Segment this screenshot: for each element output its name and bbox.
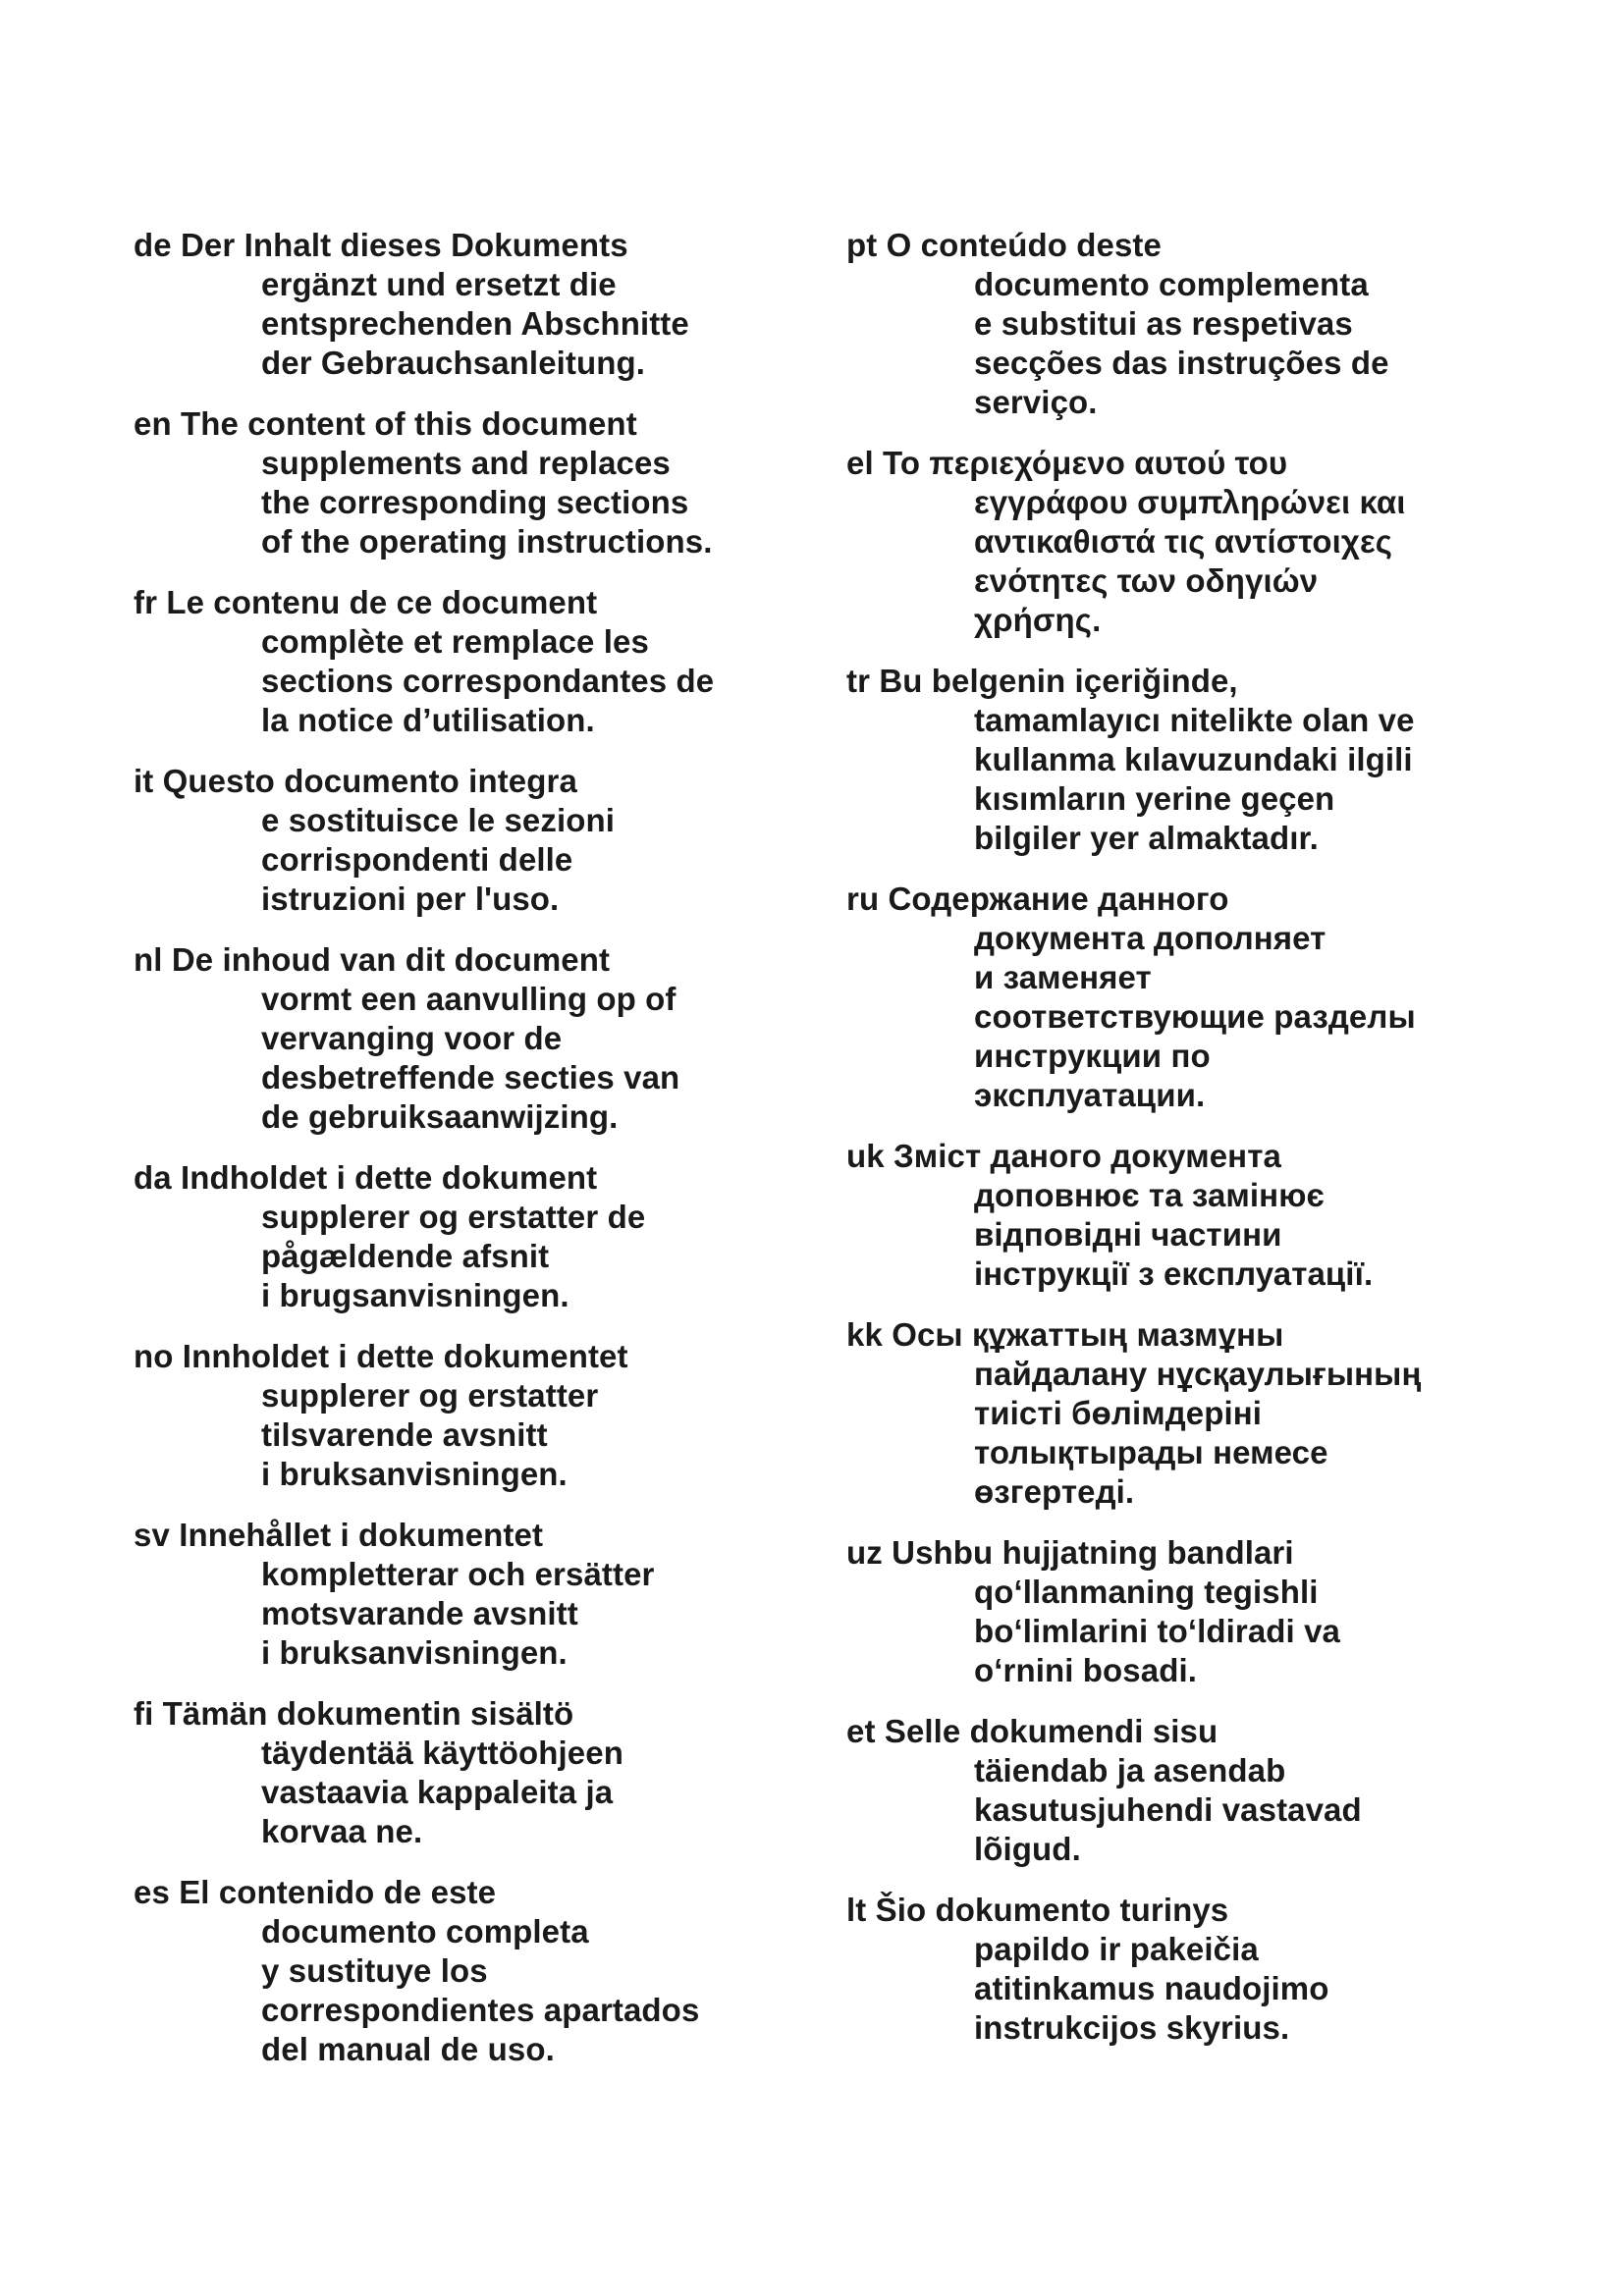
notice-continuation: доповнює та замінює відповідні частини інструкції з експлуатації. [974, 1177, 1374, 1292]
notice-continuation: täiendab ja asendab kasutusjuhendi vastavad lõigud. [974, 1752, 1362, 1867]
language-code: fr [134, 584, 158, 620]
language-code: it [134, 763, 154, 799]
notice-first-line: Innehållet i dokumentet [179, 1517, 544, 1553]
notice-first-line: Зміст даного документа [893, 1138, 1281, 1174]
notice-first-line: Содержание данного [888, 881, 1229, 917]
language-block-en [134, 404, 821, 561]
notice-continuation: kompletterar och ersätter motsvarande avsnitt i bruksanvisningen. [261, 1556, 655, 1671]
notice-first-line: The content of this document [181, 405, 637, 442]
notice-first-line: Der Inhalt dieses Dokuments [181, 227, 628, 263]
notice-continuation: complète et remplace les sections correspondantes de la notice d’utilisation. [261, 623, 715, 738]
notice-continuation: документа дополняет и заменяет соответствующие разделы инструкции по эксплуатации. [974, 920, 1416, 1113]
notice-first-line: Questo documento integra [162, 763, 577, 799]
language-code: uz [846, 1534, 883, 1571]
notice-continuation: εγγράφου συμπληρώνει και αντικαθιστά τις αντίστοιχες ενότητες των οδηγιών χρήσης. [974, 484, 1406, 638]
notice-first-line: Tämän dokumentin sisältö [162, 1695, 574, 1732]
notice-continuation: qo‘llanmaning tegishli bo‘limlarini to‘ldiradi va o‘rnini bosadi. [974, 1574, 1340, 1688]
language-block-kk [846, 1315, 1534, 1512]
language-block-lt [846, 1891, 1534, 2048]
notice-continuation: supplements and replaces the corresponding sections of the operating instructions. [261, 445, 713, 560]
notice-continuation: documento complementa e substitui as respetivas secções das instruções de serviço. [974, 266, 1389, 420]
language-code: pt [846, 227, 878, 263]
language-block-nl [134, 940, 821, 1137]
language-block-sv [134, 1516, 821, 1673]
language-block-ru [846, 880, 1534, 1115]
notice-first-line: Ushbu hujjatning bandlari [892, 1534, 1294, 1571]
language-block-el [846, 444, 1534, 640]
notice-continuation: täydentää käyttöohjeen vastaavia kappaleita ja korvaa ne. [261, 1735, 623, 1849]
language-code: es [134, 1874, 170, 1910]
language-code: tr [846, 663, 871, 699]
notice-continuation: vormt een aanvulling op of vervanging voor de desbetreffende secties van de gebruiksaanwijzing. [261, 981, 680, 1135]
notice-first-line: Bu belgenin içeriğinde, [879, 663, 1238, 699]
language-code: kk [846, 1316, 883, 1353]
language-code: ru [846, 881, 880, 917]
right-column [846, 226, 1534, 2048]
language-block-pt [846, 226, 1534, 422]
language-block-da [134, 1158, 821, 1315]
language-code: en [134, 405, 172, 442]
notice-continuation: papildo ir pakeičia atitinkamus naudojimo instrukcijos skyrius. [974, 1931, 1329, 2046]
language-block-it [134, 762, 821, 919]
language-block-fi [134, 1694, 821, 1851]
language-block-uk [846, 1137, 1534, 1294]
language-block-no [134, 1337, 821, 1494]
language-code: da [134, 1159, 172, 1196]
notice-first-line: O conteúdo deste [886, 227, 1162, 263]
notice-first-line: Innholdet i dette dokumentet [182, 1338, 628, 1374]
language-code: fi [134, 1695, 154, 1732]
language-block-de [134, 226, 821, 383]
notice-first-line: Le contenu de ce document [166, 584, 598, 620]
language-code: lt [846, 1892, 867, 1928]
notice-continuation: supplerer og erstatter tilsvarende avsnitt i bruksanvisningen. [261, 1377, 599, 1492]
notice-first-line: Осы құжаттың мазмұны [892, 1316, 1284, 1353]
language-code: et [846, 1713, 876, 1749]
language-code: de [134, 227, 172, 263]
left-column [134, 226, 821, 2069]
language-block-fr [134, 583, 821, 740]
notice-first-line: Selle dokumendi sisu [884, 1713, 1218, 1749]
language-code: el [846, 445, 874, 481]
language-block-tr [846, 662, 1534, 858]
notice-continuation: tamamlayıcı nitelikte olan ve kullanma kılavuzundaki ilgili kısımların yerine geçen bilgiler yer almaktadır. [974, 702, 1415, 856]
notice-first-line: El contenido de este [179, 1874, 497, 1910]
notice-continuation: ergänzt und ersetzt die entsprechenden Abschnitte der Gebrauchsanleitung. [261, 266, 689, 381]
language-code: sv [134, 1517, 170, 1553]
notice-first-line: De inhoud van dit document [171, 941, 611, 978]
notice-continuation: supplerer og erstatter de pågældende afsnit i brugsanvisningen. [261, 1199, 646, 1313]
language-code: nl [134, 941, 163, 978]
language-block-uz [846, 1533, 1534, 1690]
language-block-es [134, 1873, 821, 2069]
notice-first-line: Indholdet i dette dokument [181, 1159, 598, 1196]
notice-first-line: Šio dokumento turinys [875, 1892, 1229, 1928]
notice-continuation: documento completa y sustituye los correspondientes apartados del manual de uso. [261, 1913, 700, 2067]
notice-first-line: Το περιεχόμενο αυτού του [883, 445, 1288, 481]
language-block-et [846, 1712, 1534, 1869]
language-code: no [134, 1338, 174, 1374]
language-code: uk [846, 1138, 885, 1174]
notice-continuation: пайдалану нұсқаулығының тиісті бөлімдеріні толықтырады немесе өзгертеді. [974, 1356, 1422, 1510]
notice-continuation: e sostituisce le sezioni corrispondenti delle istruzioni per l'uso. [261, 802, 616, 917]
